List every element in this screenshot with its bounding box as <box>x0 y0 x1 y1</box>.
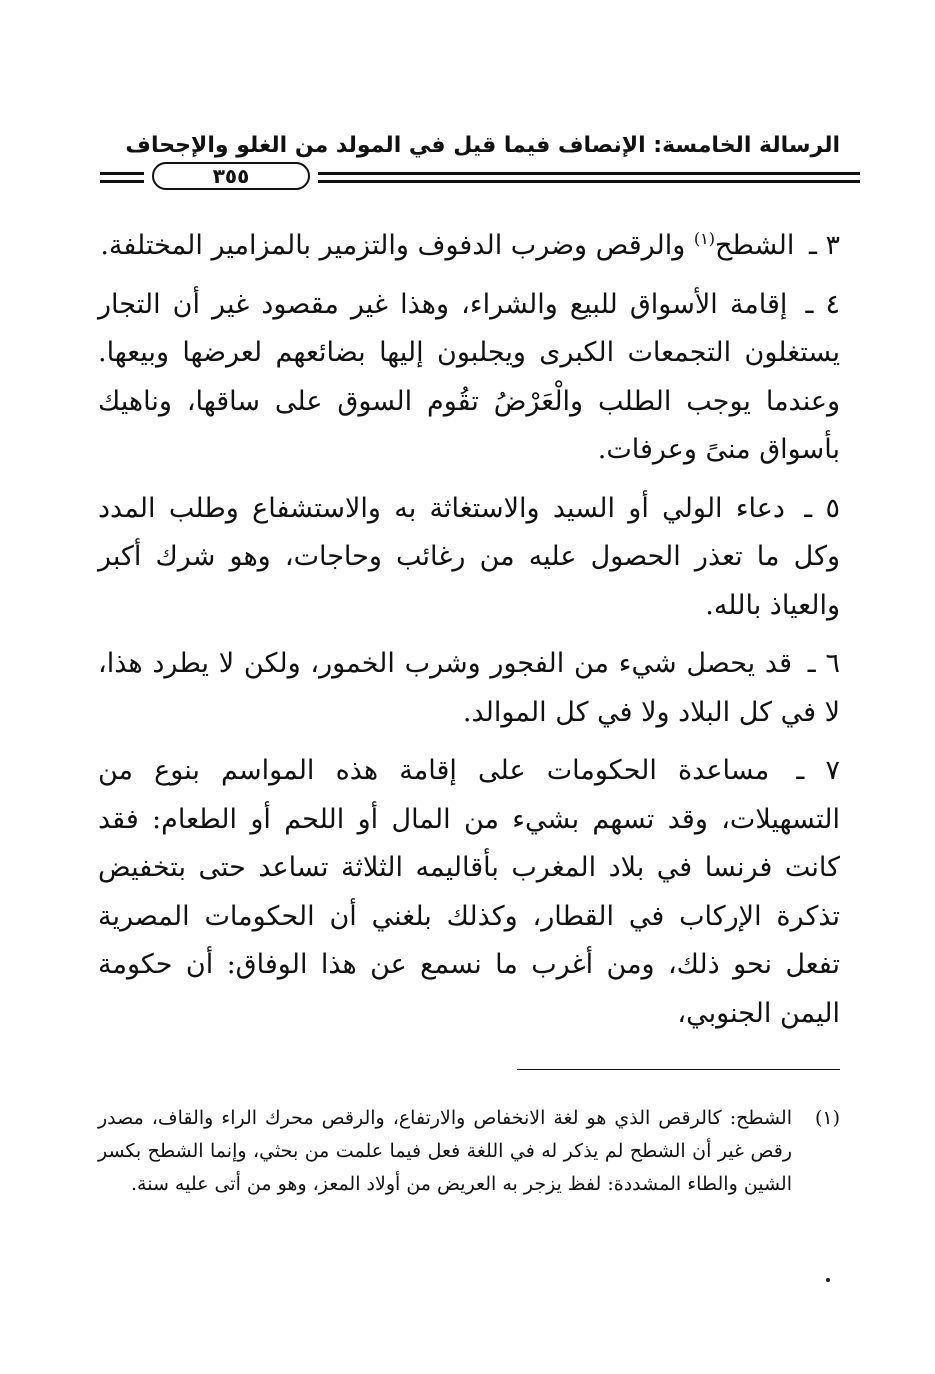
header-rule <box>100 162 860 194</box>
header-rule-line <box>318 180 860 183</box>
footnotes <box>98 1102 840 1201</box>
footnote-1 <box>98 1102 840 1201</box>
paragraph-5 <box>98 485 840 631</box>
header-rule-line <box>100 172 144 175</box>
item-number: ٣ ـ <box>808 230 840 261</box>
running-title: الرسالة الخامسة: الإنصاف فيما قيل في المولد من الغلو والإجحاف <box>125 133 840 158</box>
item-number: ٧ ـ <box>796 755 841 786</box>
footnote-text: الشطح: كالرقص الذي هو لغة الانخفاص والارتفاع، والرقص محرك الراء والقاف، مصدر رقص غير أن الشطح لم يذكر له في اللغة فعل فيما علمت من بحثي، وإنما الشطح بكسر الشين والطاء المشددة: لفظ يزجر به العريض من أولاد المعز، وهو من أتى عليه سنة. <box>98 1107 792 1195</box>
paragraph-text: والرقص وضرب الدفوف والتزمير بالمزامير المختلفة. <box>100 230 694 261</box>
footnote-number: (١) <box>814 1107 840 1129</box>
paragraph-text: الشطح <box>714 230 795 261</box>
paragraph-text: إقامة الأسواق للبيع والشراء، وهذا غير مقصود غير أن التجار يستغلون التجمعات الكبرى ويجلبون إليها بضائعهم لعرضها وبيعها. وعندما يوجب الطلب والْعَرْضُ تقُوم السوق على ساقها، وناهيك بأسواق منىً وعرفات. <box>98 288 840 465</box>
page-number: ٣٥٥ <box>152 162 310 190</box>
item-number: ٤ ـ <box>805 288 840 320</box>
body-text <box>98 222 840 1048</box>
scan-speck <box>826 1278 830 1282</box>
paragraph-6 <box>98 640 840 737</box>
paragraph-text: دعاء الولي أو السيد والاستغاثة به والاستشفاع وطلب المدد وكل ما تعذر الحصول عليه من رغائب وحاجات، وهو شرك أكبر والعياذ بالله. <box>98 492 840 621</box>
footnote-separator <box>517 1069 840 1070</box>
paragraph-3 <box>98 222 840 271</box>
paragraph-text: مساعدة الحكومات على إقامة هذه المواسم بنوع من التسهيلات، وقد تسهم بشيء من المال أو اللحم أو الطعام: فقد كانت فرنسا في بلاد المغرب بأقاليمه الثلاثة تساعد حتى بتخفيض تذكرة الإركاب في القطار، وكذلك بلغني أن الحكومات المصرية تفعل نحو ذلك، ومن أغرب ما نسمع عن هذا الوفاق: أن حكومة اليمن الجنوبي، <box>98 755 840 1029</box>
item-number: ٦ ـ <box>807 648 840 679</box>
paragraph-text: قد يحصل شيء من الفجور وشرب الخمور، ولكن لا يطرد هذا، لا في كل البلاد ولا في كل الموالد. <box>98 648 840 728</box>
footnote-reference[interactable]: (١) <box>693 229 715 248</box>
header-rule-line <box>100 180 144 183</box>
paragraph-4 <box>98 281 840 475</box>
paragraph-7 <box>98 747 840 1038</box>
item-number: ٥ ـ <box>804 492 840 524</box>
header-rule-line <box>318 172 860 175</box>
